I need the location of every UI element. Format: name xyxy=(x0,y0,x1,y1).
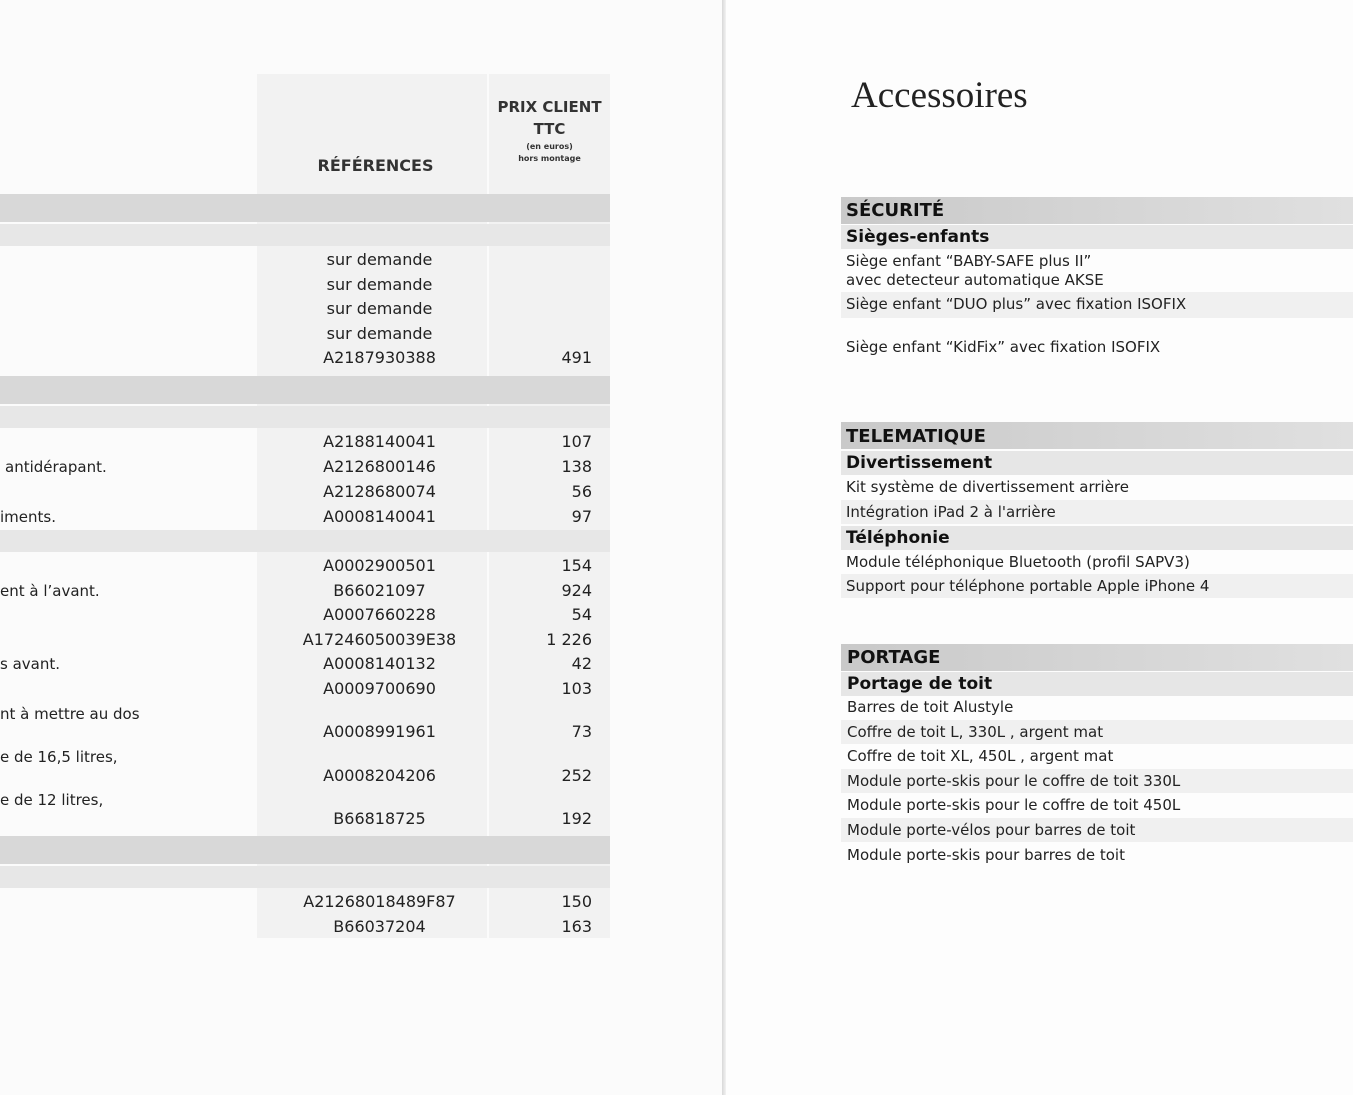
reference-cell: A0008140041 xyxy=(323,507,436,526)
accessory-item: Module téléphonique Bluetooth (profil SAPV3) xyxy=(846,553,1190,571)
subsection-band xyxy=(0,530,610,552)
reference-cell: A0002900501 xyxy=(323,556,436,575)
subsection-band xyxy=(0,866,610,888)
price-cell: 138 xyxy=(561,457,592,476)
accessory-item: Coffre de toit L, 330L , argent mat xyxy=(847,723,1104,741)
description-cell: ent à l’avant. xyxy=(0,582,100,600)
price-cell: 150 xyxy=(561,892,592,911)
price-cell: 154 xyxy=(561,556,592,575)
reference-cell: A0008140132 xyxy=(323,654,436,673)
subsection-band xyxy=(0,406,610,428)
subsection-label-telephonie: Téléphonie xyxy=(846,528,950,548)
reference-cell: sur demande xyxy=(326,324,433,343)
accessory-item: Kit système de divertissement arrière xyxy=(846,478,1129,496)
price-header-line2: TTC xyxy=(533,120,566,138)
price-cell: 192 xyxy=(561,809,592,828)
price-cell: 42 xyxy=(571,654,592,673)
price-cell: 491 xyxy=(561,348,592,367)
reference-cell: sur demande xyxy=(326,250,433,269)
reference-cell: A0007660228 xyxy=(323,605,436,624)
page-title: Accessoires xyxy=(851,75,1028,116)
accessory-item: Coffre de toit XL, 450L , argent mat xyxy=(847,747,1114,765)
subsection-label-portage-de-toit: Portage de toit xyxy=(847,674,993,694)
price-cell: 56 xyxy=(571,482,592,501)
price-cell: 163 xyxy=(561,917,592,936)
reference-cell: B66037204 xyxy=(333,917,426,936)
reference-cell: B66021097 xyxy=(333,581,426,600)
description-cell: e de 16,5 litres, xyxy=(0,748,118,766)
reference-cell: sur demande xyxy=(326,299,433,318)
reference-cell: A0008204206 xyxy=(323,766,436,785)
price-header-line1: PRIX CLIENT xyxy=(497,98,602,116)
section-band xyxy=(0,836,610,864)
reference-cell: sur demande xyxy=(326,275,433,294)
price-note-mounting: hors montage xyxy=(518,154,581,163)
reference-cell: A2187930388 xyxy=(323,348,436,367)
price-cell: 97 xyxy=(571,507,592,526)
accessory-item: Support pour téléphone portable Apple iPhone 4 xyxy=(846,577,1210,595)
section-label-portage: PORTAGE xyxy=(847,647,941,668)
subsection-band xyxy=(0,224,610,246)
accessory-item: Module porte-skis pour barres de toit xyxy=(847,846,1125,864)
accessory-item: Siège enfant “BABY-SAFE plus II” xyxy=(846,252,1092,270)
reference-cell: A2128680074 xyxy=(323,482,436,501)
accessory-item: avec detecteur automatique AKSE xyxy=(846,271,1104,289)
reference-cell: A2188140041 xyxy=(323,432,436,451)
section-label-securite: SÉCURITÉ xyxy=(846,200,945,221)
price-note-currency: (en euros) xyxy=(526,142,573,151)
reference-cell: A21268018489F87 xyxy=(303,892,456,911)
section-band xyxy=(0,194,610,222)
subsection-label-divertissement: Divertissement xyxy=(846,453,993,473)
price-cell: 252 xyxy=(561,766,592,785)
accessory-item: Module porte-skis pour le coffre de toit 450L xyxy=(847,796,1181,814)
accessory-item: Intégration iPad 2 à l'arrière xyxy=(846,503,1056,521)
references-header: RÉFÉRENCES xyxy=(317,156,434,175)
reference-cell: A2126800146 xyxy=(323,457,436,476)
price-cell: 924 xyxy=(561,581,592,600)
description-cell: iments. xyxy=(0,508,56,526)
price-cell: 1 226 xyxy=(546,630,592,649)
reference-cell: A17246050039E38 xyxy=(302,630,457,649)
price-cell: 54 xyxy=(571,605,592,624)
accessory-item: Module porte-skis pour le coffre de toit 330L xyxy=(847,772,1181,790)
price-cell: 107 xyxy=(561,432,592,451)
price-cell: 73 xyxy=(571,722,592,741)
accessory-item: Barres de toit Alustyle xyxy=(847,698,1014,716)
reference-cell: A0009700690 xyxy=(323,679,436,698)
reference-cell: A0008991961 xyxy=(323,722,436,741)
accessory-item: Siège enfant “DUO plus” avec fixation ISOFIX xyxy=(846,295,1187,313)
accessory-item: Siège enfant “KidFix” avec fixation ISOFIX xyxy=(846,338,1161,356)
subsection-label-sieges-enfants: Sièges-enfants xyxy=(846,227,990,247)
description-cell: antidérapant. xyxy=(5,458,107,476)
price-cell: 103 xyxy=(561,679,592,698)
accessory-item: Module porte-vélos pour barres de toit xyxy=(847,821,1136,839)
reference-cell: B66818725 xyxy=(333,809,426,828)
description-cell: s avant. xyxy=(0,655,60,673)
section-band xyxy=(0,376,610,404)
description-cell: e de 12 litres, xyxy=(0,791,104,809)
section-label-telematique: TELEMATIQUE xyxy=(846,426,986,447)
description-cell: nt à mettre au dos xyxy=(0,705,140,723)
